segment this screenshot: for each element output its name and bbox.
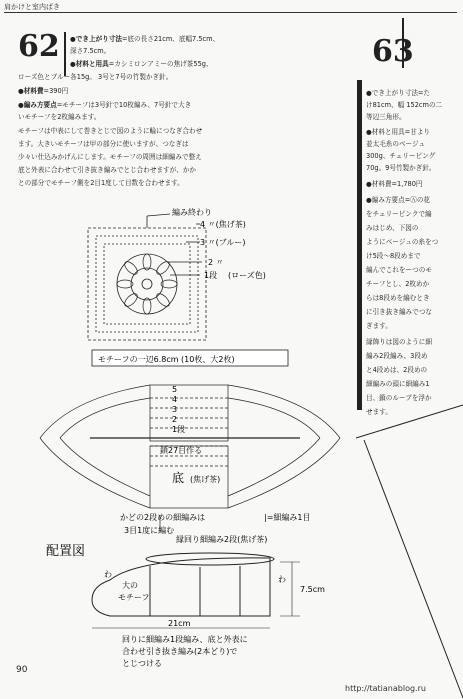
size-line-2: 深さ7.5cm。	[70, 47, 111, 55]
label-r5: 5	[172, 385, 178, 394]
note-2: 3目1度に編む	[124, 526, 175, 535]
right-line-0: ●でき上がり寸法=た	[366, 89, 431, 97]
label-depth: 7.5cm	[300, 585, 325, 594]
label-r1: 1段	[172, 425, 186, 434]
label-sole: 底	[172, 471, 185, 485]
shawl-edge-line-2	[364, 440, 463, 698]
right-line-14: チーフとし、2枚めか	[366, 280, 430, 288]
label-motif-size: モチーフの一辺6.8cm (10枚、大2枚)	[98, 355, 235, 364]
right-line-11: ようにベージュの糸をつ	[366, 238, 439, 246]
right-line-20: と4段めは、2段めの	[366, 366, 428, 374]
source-url[interactable]: http://tatianablog.ru	[345, 684, 426, 693]
right-line-12: け5段～8段めまで	[366, 252, 421, 260]
page-number: 90	[16, 665, 28, 675]
right-line-19: 編み2段編み、3段め	[366, 352, 428, 360]
page-header: 肩かけと室内ばき	[4, 3, 60, 11]
label-row4: 4 〃(焦げ茶)	[200, 220, 246, 229]
right-line-21: 細編みの頭に細編み1	[366, 380, 430, 388]
right-line-18: 縁飾りは図のように細	[366, 338, 432, 346]
method-line-4: 少々い仕込みかげんにします。モチーフの周囲は細編みで整え	[18, 153, 202, 161]
sole-chart	[40, 385, 340, 532]
label-r2: 2	[172, 415, 178, 424]
method-line-0: ●編み方要点=モチーフは3号針で10枚編み、7号針で大き	[18, 101, 192, 109]
label-chain: 鎖27目作る	[160, 446, 203, 455]
right-line-5: 300g、チェリーピング	[366, 152, 436, 160]
slipper-layout	[92, 553, 300, 628]
label-r4: 4	[172, 395, 178, 404]
label-row2: 2 〃	[208, 258, 224, 267]
right-line-6: 70g。9号竹製かぎ針。	[366, 164, 436, 172]
material-line: ●材料と用具=カシミロンアミーの焦げ茶55g、	[70, 60, 213, 68]
bottom-note-1: 回りに細編み1段編み、底と外表に	[122, 635, 248, 644]
right-line-16: に引き抜き編みでつな	[366, 308, 432, 316]
right-line-4: 並太毛糸のベージュ	[366, 140, 426, 148]
size-line: ●でき上がり寸法=底の長さ21cm、底幅7.5cm、	[70, 35, 220, 43]
cost-line: ●材料費=390円	[18, 87, 69, 95]
shawl-edge-line	[356, 405, 463, 438]
right-line-17: ぎます。	[366, 322, 392, 330]
label-sc-key: |=細編み1目	[264, 513, 311, 522]
right-line-13: 編んでこれをーつのモ	[366, 266, 432, 274]
label-row3: 3 〃(ブルー)	[200, 238, 246, 247]
label-row1: 1段	[204, 271, 218, 280]
note-1: かどの2段めの細編みは	[120, 513, 206, 522]
method-line-1: いモチーフを2枚編みます。	[18, 113, 101, 121]
label-finish: 編み終わり	[172, 208, 212, 217]
note-3: 縁回り細編み2段(焦げ茶)	[176, 535, 268, 544]
label-wa: わ	[104, 570, 112, 579]
label-big-motif-2: モチーフ	[118, 593, 150, 602]
right-line-8: ●編み方要点=Ⓐの花	[366, 196, 431, 204]
method-line-5: 底と外表に合わせて引き抜き編みでとじ合わせますが、かか	[18, 166, 197, 174]
label-wa-2: わ	[278, 575, 286, 584]
right-line-9: をチェリーピンクで編	[366, 210, 432, 218]
label-r3: 3	[172, 405, 178, 414]
right-line-10: みはじめ、下図の	[366, 224, 419, 232]
label-rose: (ローズ色)	[228, 271, 266, 280]
right-line-7: ●材料費=1,780円	[366, 180, 423, 188]
motif-chart	[88, 214, 206, 340]
pattern-number-63: 63	[372, 34, 414, 69]
method-line-3: ます。大きいモチーフは甲の部分に使いますが、つなぎは	[18, 140, 189, 148]
label-big-motif-1: 大の	[122, 581, 138, 590]
material-line-2: ローズ色とブルー各15g。 3号と7号の竹製かぎ針。	[18, 73, 173, 81]
right-line-1: け81cm、幅 152cmの二	[366, 101, 443, 109]
right-line-2: 等辺三角形。	[366, 113, 406, 121]
method-line-6: との部分でモチーフ側を2目1度して目数を合わせます。	[18, 179, 184, 187]
layout-title: 配置図	[46, 544, 86, 559]
pattern-number-62: 62	[18, 29, 60, 64]
bottom-note-3: とじつける	[122, 659, 162, 668]
label-length: 21cm	[168, 619, 191, 628]
label-sole-color: (焦げ茶)	[190, 475, 221, 484]
right-line-15: らは8段めを編むとき	[366, 294, 430, 302]
right-line-22: 目、鎖のループを浮か	[366, 394, 432, 402]
right-line-3: ●材料と用具=甘より	[366, 128, 431, 136]
bottom-note-2: 合わせ引き抜き編み(2本どり)で	[122, 647, 238, 656]
method-line-2: モチーフは中表にして巻きとじで図のように輪につなぎ合わせ	[18, 127, 203, 135]
right-line-23: せます。	[366, 408, 392, 416]
